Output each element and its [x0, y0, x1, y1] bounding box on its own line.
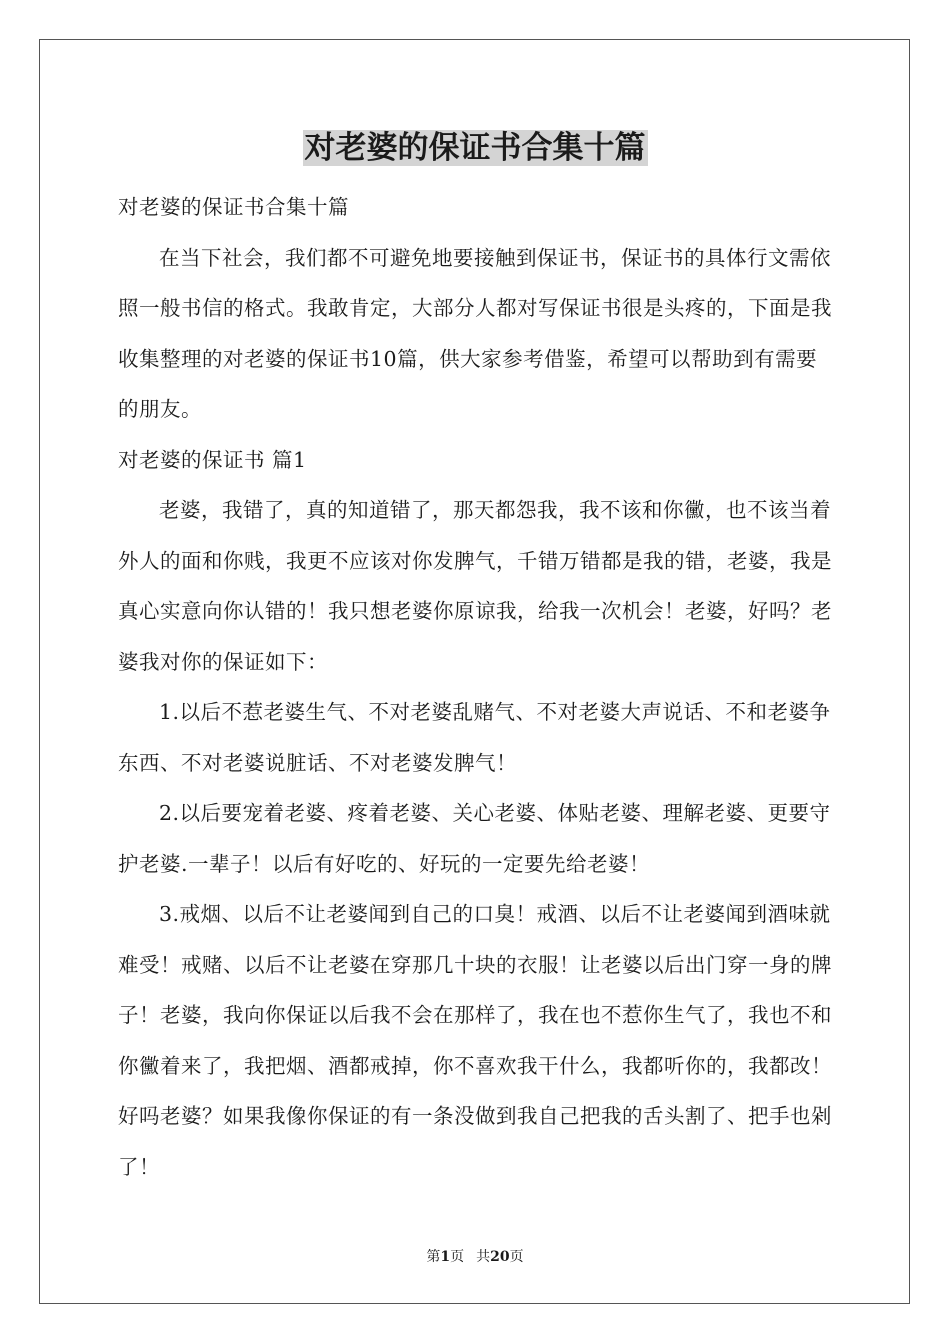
paragraph-subtitle: 对老婆的保证书合集十篇 — [118, 195, 349, 219]
paragraph-item-3: 3.戒烟、以后不让老婆闻到自己的口臭！戒酒、以后不让老婆闻到酒味就难受！戒赌、以后不让老婆在穿那几十块的衣服！让老婆以后出门穿一身的牌子！老婆，我向你保证以后我不会在那样了，我在也不惹你生气了，我也不和你黴着来了，我把烟、酒都戒掉，你不喜欢我干什么，我都听你的，我都改！好吗老婆？如果我像你保证的有一条没做到我自己把我的舌头割了、把手也剁了！ — [118, 902, 832, 1179]
document-body — [118, 182, 832, 1192]
page-suffix: 页 — [450, 1249, 465, 1265]
page-total: 20 — [490, 1249, 510, 1265]
paragraph-item-1: 1.以后不惹老婆生气、不对老婆乱赌气、不对老婆大声说话、不和老婆争东西、不对老婆说脏话、不对老婆发脾气！ — [118, 700, 831, 775]
document-title-text: 对老婆的保证书合集十篇 — [304, 130, 646, 166]
section-heading: 对老婆的保证书 篇1 — [118, 447, 307, 472]
total-suffix: 页 — [509, 1249, 524, 1265]
page-prefix: 第 — [426, 1249, 441, 1265]
total-prefix: 共 — [476, 1249, 491, 1265]
page-footer — [0, 1247, 950, 1267]
document-title — [0, 126, 950, 170]
page-current: 1 — [440, 1249, 451, 1265]
paragraph-item-2: 2.以后要宠着老婆、疼着老婆、关心老婆、体贴老婆、理解老婆、更要守护老婆.一辈子！以后有好吃的、好玩的一定要先给老婆！ — [118, 801, 831, 876]
paragraph-apology: 老婆，我错了，真的知道错了，那天都怨我，我不该和你黴，也不该当着外人的面和你贱，我更不应该对你发脾气，千错万错都是我的错，老婆，我是真心实意向你认错的！我只想老婆你原谅我，给我一次机会！老婆，好吗？老婆我对你的保证如下： — [118, 498, 832, 674]
paragraph-intro: 在当下社会，我们都不可避免地要接触到保证书，保证书的具体行文需依照一般书信的格式。我敢肯定，大部分人都对写保证书很是头疼的，下面是我收集整理的对老婆的保证书10篇，供大家参考借鉴，希望可以帮助到有需要的朋友。 — [118, 245, 832, 421]
